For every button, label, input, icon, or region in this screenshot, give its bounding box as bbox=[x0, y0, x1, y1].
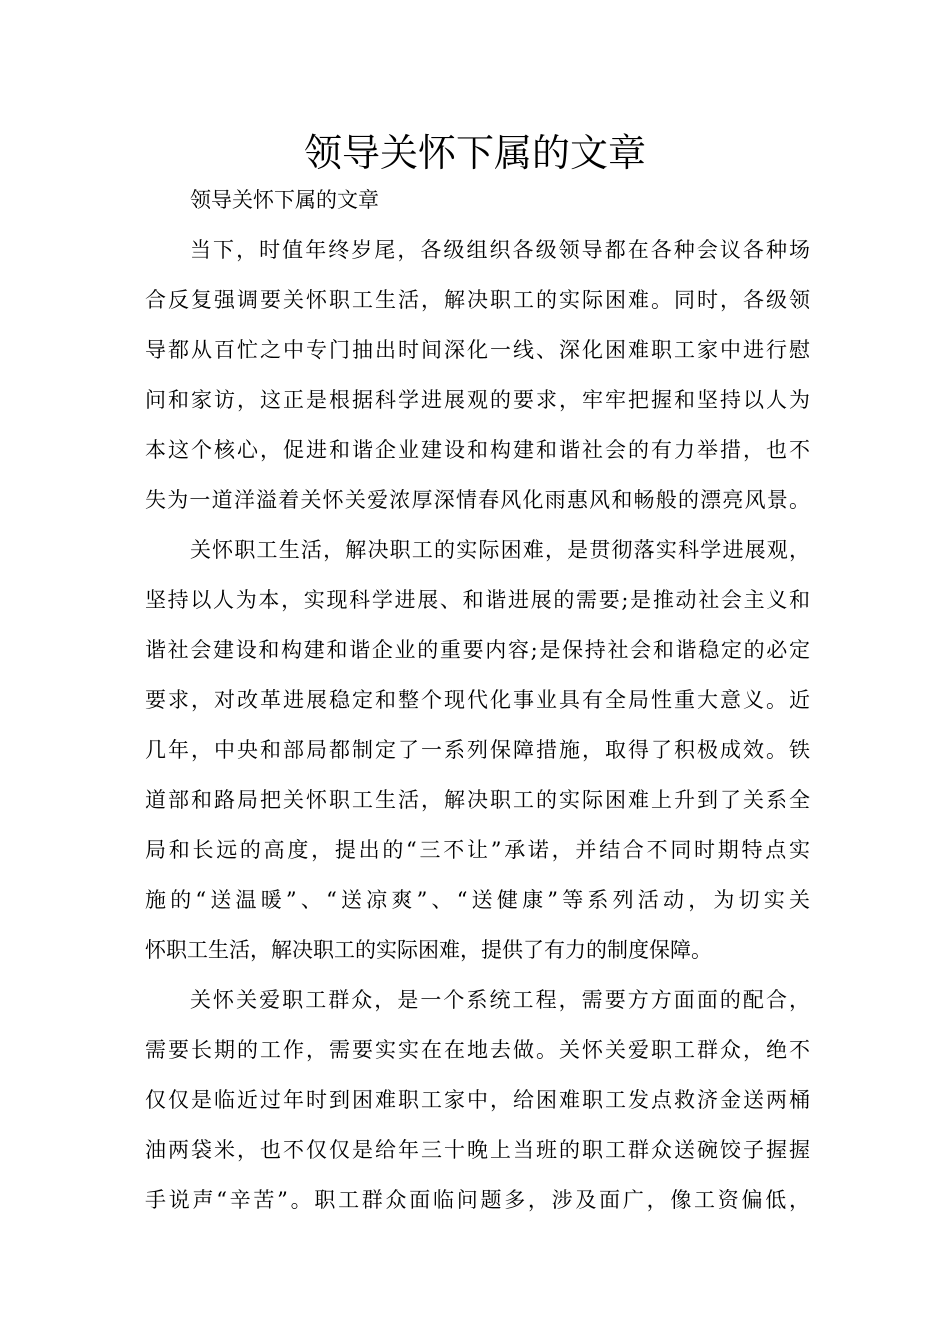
body-line: 手说声“辛苦”。职工群众面临问题多，涉及面广，像工资偏低， bbox=[145, 1188, 810, 1212]
body-line: 几年，中央和部局都制定了一系列保障措施，取得了积极成效。铁 bbox=[145, 738, 810, 762]
body-line: 导都从百忙之中专门抽出时间深化一线、深化困难职工家中进行慰 bbox=[145, 338, 810, 362]
body-line: 需要长期的工作，需要实实在在地去做。关怀关爱职工群众，绝不 bbox=[145, 1038, 810, 1062]
body-line: 问和家访，这正是根据科学进展观的要求，牢牢把握和坚持以人为 bbox=[145, 388, 810, 412]
body-line: 施的“送温暖”、“送凉爽”、“送健康”等系列活动，为切实关 bbox=[145, 888, 810, 912]
body-line: 当下，时值年终岁尾，各级组织各级领导都在各种会议各种场 bbox=[190, 238, 810, 262]
body-line: 要求，对改革进展稳定和整个现代化事业具有全局性重大意义。近 bbox=[145, 688, 810, 712]
body-line: 合反复强调要关怀职工生活，解决职工的实际困难。同时，各级领 bbox=[145, 288, 810, 312]
body-line: 谐社会建设和构建和谐企业的重要内容;是保持社会和谐稳定的必定 bbox=[145, 638, 810, 662]
body-line: 怀职工生活，解决职工的实际困难，提供了有力的制度保障。 bbox=[145, 938, 712, 962]
body-line: 坚持以人为本，实现科学进展、和谐进展的需要;是推动社会主义和 bbox=[145, 588, 810, 612]
body-line: 关怀关爱职工群众，是一个系统工程，需要方方面面的配合， bbox=[190, 988, 810, 1012]
body-line: 仅仅是临近过年时到困难职工家中，给困难职工发点救济金送两桶 bbox=[145, 1088, 810, 1112]
body-line: 局和长远的高度，提出的“三不让”承诺，并结合不同时期特点实 bbox=[145, 838, 810, 862]
body-line: 油两袋米，也不仅仅是给年三十晚上当班的职工群众送碗饺子握握 bbox=[145, 1138, 810, 1162]
document-subtitle: 领导关怀下属的文章 bbox=[190, 188, 379, 212]
body-line: 本这个核心，促进和谐企业建设和构建和谐社会的有力举措，也不 bbox=[145, 438, 810, 462]
body-line: 关怀职工生活，解决职工的实际困难，是贯彻落实科学进展观， bbox=[190, 538, 810, 562]
body-line: 失为一道洋溢着关怀关爱浓厚深情春风化雨惠风和畅般的漂亮风景。 bbox=[145, 488, 810, 512]
body-line: 道部和路局把关怀职工生活，解决职工的实际困难上升到了关系全 bbox=[145, 788, 810, 812]
document-title: 领导关怀下属的文章 bbox=[303, 131, 646, 175]
